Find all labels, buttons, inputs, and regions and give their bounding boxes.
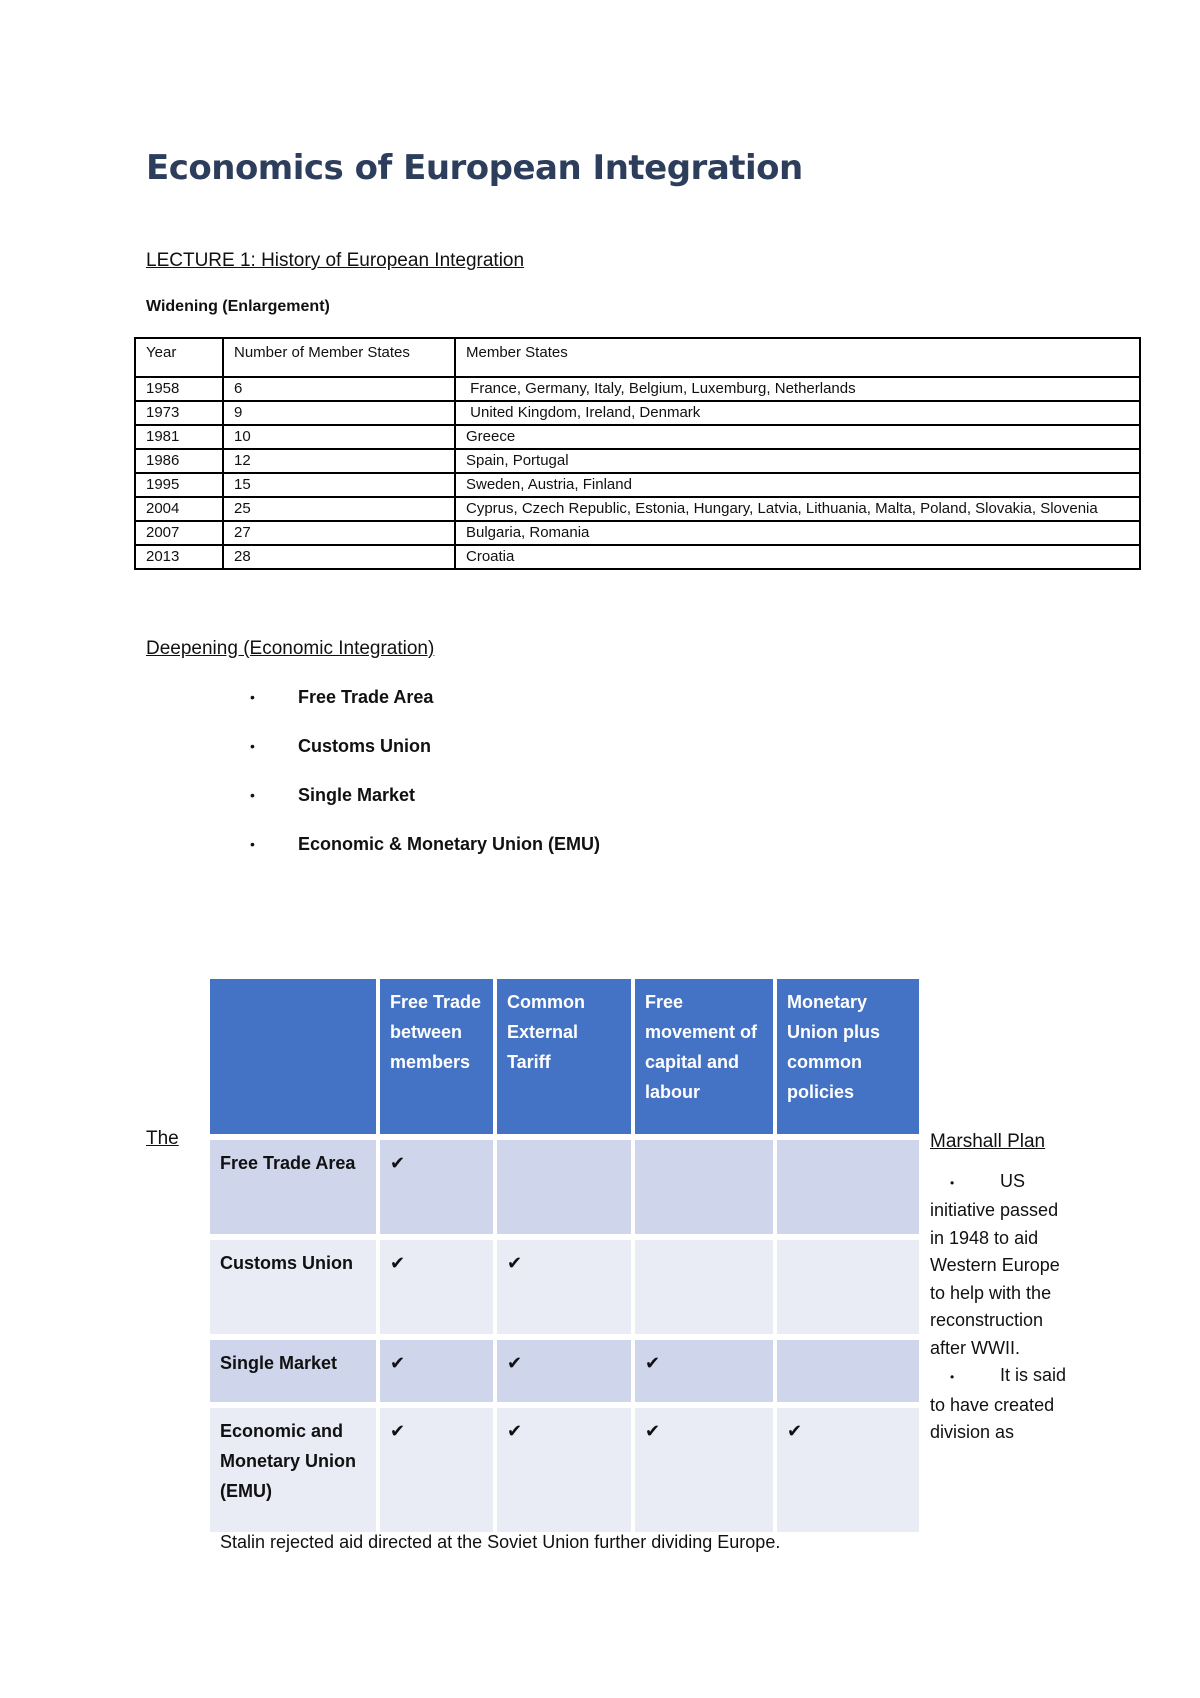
stage-label: Economic & Monetary Union (EMU) bbox=[298, 834, 601, 854]
bullet-icon: • bbox=[250, 689, 255, 705]
column-header-year: Year bbox=[135, 338, 223, 377]
bullet-icon: • bbox=[950, 1175, 955, 1190]
check-icon: ✔ bbox=[635, 1408, 773, 1538]
states-cell: United Kingdom, Ireland, Denmark bbox=[455, 401, 1140, 425]
matrix-corner-cell bbox=[210, 979, 376, 1140]
states-cell: Cyprus, Czech Republic, Estonia, Hungary, Latvia, Lithuania, Malta, Poland, Slovakia, Slovenia bbox=[455, 497, 1140, 521]
states-cell: Croatia bbox=[455, 545, 1140, 569]
matrix-cell bbox=[777, 1140, 919, 1240]
list-item bbox=[250, 683, 600, 732]
matrix-row bbox=[210, 1340, 919, 1408]
states-cell: Spain, Portugal bbox=[455, 449, 1140, 473]
column-header-count: Number of Member States bbox=[223, 338, 455, 377]
list-item bbox=[250, 830, 600, 879]
lecture-heading: LECTURE 1: History of European Integration bbox=[146, 250, 525, 271]
year-cell: 1973 bbox=[135, 401, 223, 425]
check-icon: ✔ bbox=[380, 1340, 493, 1408]
check-icon: ✔ bbox=[497, 1240, 631, 1340]
count-cell: 12 bbox=[223, 449, 455, 473]
marshall-item-lead: US bbox=[1000, 1170, 1026, 1191]
marshall-item-text: said to have created division as bbox=[930, 1365, 1067, 1442]
column-header-states: Member States bbox=[455, 338, 1140, 377]
year-cell: 1986 bbox=[135, 449, 223, 473]
states-cell: Greece bbox=[455, 425, 1140, 449]
matrix-row-label: Customs Union bbox=[210, 1240, 376, 1340]
deepening-heading: Deepening (Economic Integration) bbox=[146, 638, 435, 659]
matrix-cell bbox=[777, 1240, 919, 1340]
list-item bbox=[250, 732, 600, 781]
count-cell: 10 bbox=[223, 425, 455, 449]
table-row bbox=[135, 497, 1140, 521]
states-cell: Sweden, Austria, Finland bbox=[455, 473, 1140, 497]
stage-label: Customs Union bbox=[298, 736, 431, 756]
matrix-row-label: Free Trade Area bbox=[210, 1140, 376, 1240]
table-header-row bbox=[135, 338, 1140, 377]
member-states-table bbox=[134, 337, 1141, 570]
year-cell: 2013 bbox=[135, 545, 223, 569]
check-icon: ✔ bbox=[635, 1340, 773, 1408]
list-item bbox=[930, 1362, 1070, 1447]
bullet-icon: • bbox=[950, 1370, 955, 1384]
check-icon: ✔ bbox=[497, 1408, 631, 1538]
table-row bbox=[135, 545, 1140, 569]
marshall-item-text: initiative passed in 1948 to aid Western Europe to help with the reconstruction after WWII. bbox=[930, 1200, 1060, 1358]
matrix-header-free-movement: Free movement of capital and labour bbox=[635, 979, 773, 1140]
table-row bbox=[135, 401, 1140, 425]
count-cell: 6 bbox=[223, 377, 455, 401]
document-title: Economics of European Integration bbox=[146, 148, 803, 188]
integration-matrix bbox=[206, 979, 923, 1538]
matrix-cell bbox=[497, 1140, 631, 1240]
matrix-row-label: Single Market bbox=[210, 1340, 376, 1408]
check-icon: ✔ bbox=[380, 1140, 493, 1240]
year-cell: 1981 bbox=[135, 425, 223, 449]
matrix-row bbox=[210, 1240, 919, 1340]
table-row bbox=[135, 377, 1140, 401]
widening-heading: Widening (Enlargement) bbox=[146, 298, 330, 315]
states-cell: France, Germany, Italy, Belgium, Luxemburg, Netherlands bbox=[455, 377, 1140, 401]
matrix-cell bbox=[635, 1240, 773, 1340]
check-icon: ✔ bbox=[777, 1408, 919, 1538]
year-cell: 1995 bbox=[135, 473, 223, 497]
year-cell: 2007 bbox=[135, 521, 223, 545]
table-row bbox=[135, 425, 1140, 449]
stage-label: Single Market bbox=[298, 785, 416, 805]
check-icon: ✔ bbox=[380, 1240, 493, 1340]
matrix-header-row bbox=[210, 979, 919, 1140]
matrix-cell bbox=[635, 1140, 773, 1240]
marshall-item-lead: It is bbox=[1000, 1365, 1029, 1385]
matrix-row bbox=[210, 1140, 919, 1240]
states-cell: Bulgaria, Romania bbox=[455, 521, 1140, 545]
table-row bbox=[135, 521, 1140, 545]
matrix-row bbox=[210, 1408, 919, 1538]
table-row bbox=[135, 449, 1140, 473]
matrix-header-external-tariff: Common External Tariff bbox=[497, 979, 631, 1140]
closing-sentence: Stalin rejected aid directed at the Soviet Union further dividing Europe. bbox=[220, 1532, 781, 1552]
year-cell: 1958 bbox=[135, 377, 223, 401]
integration-stages-list bbox=[250, 683, 600, 879]
matrix-cell bbox=[777, 1340, 919, 1408]
matrix-row-label: Economic and Monetary Union (EMU) bbox=[210, 1408, 376, 1538]
count-cell: 9 bbox=[223, 401, 455, 425]
bullet-icon: • bbox=[250, 738, 255, 754]
matrix-header-free-trade: Free Trade between members bbox=[380, 979, 493, 1140]
check-icon: ✔ bbox=[497, 1340, 631, 1408]
bullet-icon: • bbox=[250, 836, 255, 852]
marshall-plan-heading: Marshall Plan bbox=[930, 1131, 1046, 1152]
marshall-plan-sidebar bbox=[930, 1128, 1070, 1447]
the-word: The bbox=[146, 1128, 179, 1149]
matrix-header-monetary-union: Monetary Union plus common policies bbox=[777, 979, 919, 1140]
stage-label: Free Trade Area bbox=[298, 687, 434, 707]
list-item bbox=[930, 1168, 1070, 1363]
count-cell: 15 bbox=[223, 473, 455, 497]
year-cell: 2004 bbox=[135, 497, 223, 521]
table-row bbox=[135, 473, 1140, 497]
count-cell: 25 bbox=[223, 497, 455, 521]
list-item bbox=[250, 781, 600, 830]
count-cell: 28 bbox=[223, 545, 455, 569]
count-cell: 27 bbox=[223, 521, 455, 545]
check-icon: ✔ bbox=[380, 1408, 493, 1538]
bullet-icon: • bbox=[250, 787, 255, 803]
